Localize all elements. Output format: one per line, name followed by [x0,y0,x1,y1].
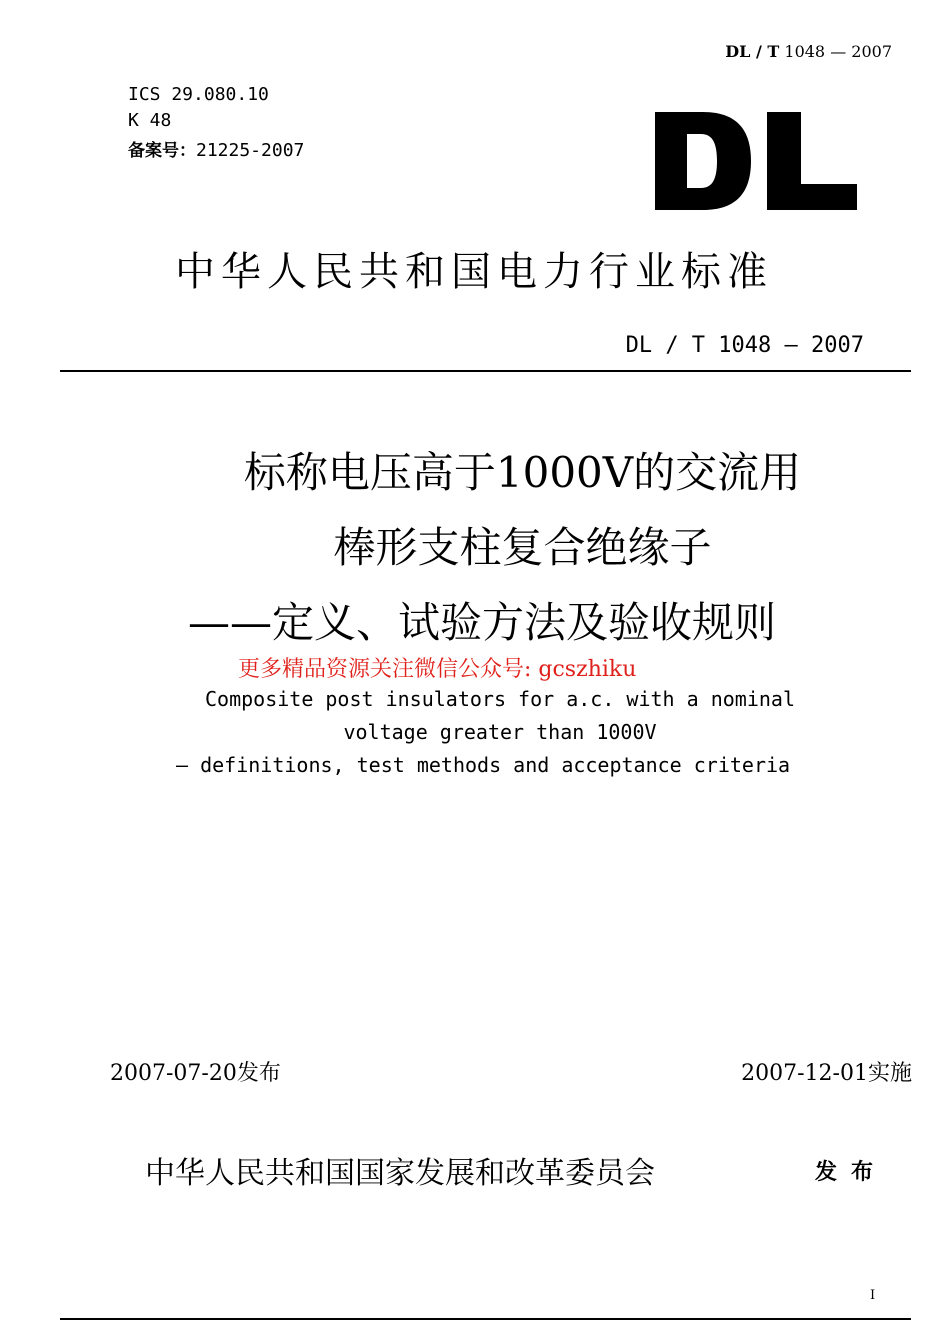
issuer-name: 中华人民共和国国家发展和改革委员会 [145,1156,655,1191]
dl-logo [655,112,857,210]
title-cn-line-2: 棒形支柱复合绝缘子 [333,523,712,572]
issue-date: 2007-07-20发布 [110,1061,281,1086]
header-code-prefix: DL / T [725,42,780,61]
classification-code: K 48 [128,110,172,131]
filing-number [128,136,304,161]
title-en-line-1: Composite post insulators for a.c. with a nominal [204,687,795,711]
implementation-date: 2007-12-01实施 [741,1061,912,1086]
page-number: I [870,1288,876,1303]
ics-code: ICS 29.080.10 [128,84,269,105]
standard-number: DL / T 1048 — 2007 [625,333,864,358]
promo-text: 更多精品资源关注微信公众号: gcszhiku [238,657,637,682]
header-code-rest: 1048 — 2007 [779,42,892,61]
filing-value: 21225-2007 [196,140,305,161]
filing-label: 备案号： [128,141,196,161]
title-cn-line-1: 标称电压高于1000V的交流用 [243,448,802,497]
top-divider [60,370,911,372]
title-cn-line-3: ——定义、试验方法及验收规则 [188,598,777,647]
header-standard-code [725,42,892,61]
title-en-line-3: — definitions, test methods and acceptance criteria [176,753,791,777]
issuer-action: 发布 [815,1160,888,1185]
title-en-line-2: voltage greater than 1000V [343,720,657,744]
bottom-divider [60,1318,911,1320]
ministry-title: 中华人民共和国电力行业标准 [175,249,773,295]
